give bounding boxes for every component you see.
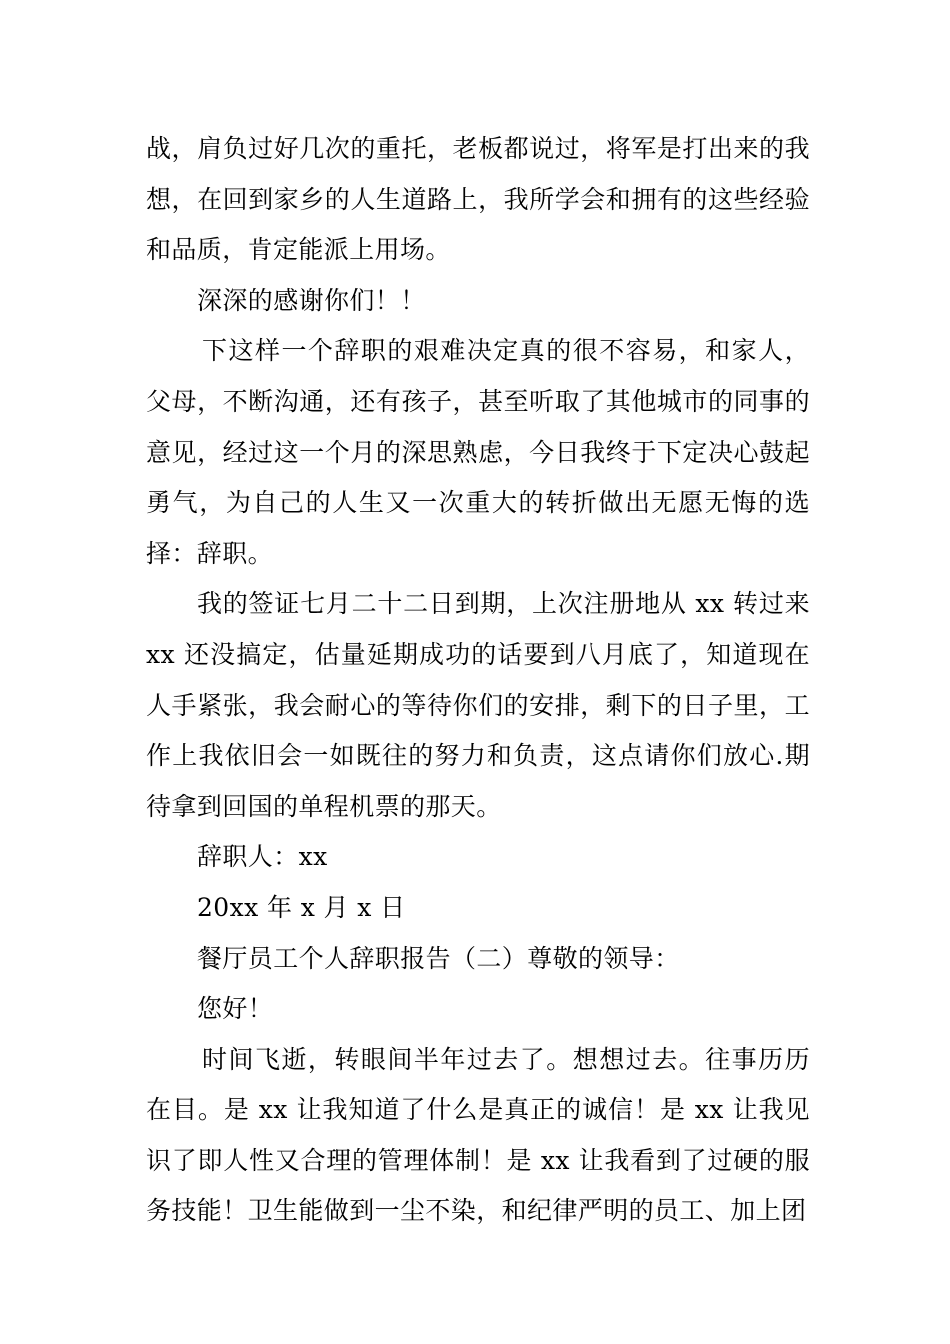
report-heading: 餐厅员工个人辞职报告（二）尊敬的领导：: [197, 943, 680, 973]
greeting: 您好！: [197, 994, 274, 1024]
signature-line: 辞职人：xx: [197, 842, 328, 872]
document-body: [146, 124, 810, 1237]
date-line: 20xx 年 x 月 x 日: [197, 892, 406, 922]
paragraph-continuation: 战，肩负过好几次的重托，老板都说过，将军是打出来的我想，在回到家乡的人生道路上，我所学会和拥有的这些经验和品质，肯定能派上用场。: [146, 134, 810, 265]
paragraph-decision: 下这样一个辞职的艰难决定真的很不容易，和家人，父母，不断沟通，还有孩子，甚至听取了其他城市的同事的意见，经过这一个月的深思熟虑，今日我终于下定决心鼓起勇气，为自己的人生又一次重大的转折做出无愿无悔的选择：辞职。: [146, 336, 810, 568]
paragraph-visa: 我的签证七月二十二日到期，上次注册地从 xx 转过来 xx 还没搞定，估量延期成功的话要到八月底了，知道现在人手紧张，我会耐心的等待你们的安排，剩下的日子里，工作上我依旧会一如既往的努力和负责，这点请你们放心.期待拿到回国的单程机票的那天。: [146, 589, 810, 821]
paragraph-thanks: 深深的感谢你们！！: [197, 285, 426, 315]
paragraph-time: 时间飞逝，转眼间半年过去了。想想过去。往事历历在目。是 xx 让我知道了什么是真正的诚信！是 xx 让我见识了即人性又合理的管理体制！是 xx 让我看到了过硬的服务技能！卫生能做到一尘不染，和纪律严明的员工、加上团: [146, 1044, 810, 1226]
